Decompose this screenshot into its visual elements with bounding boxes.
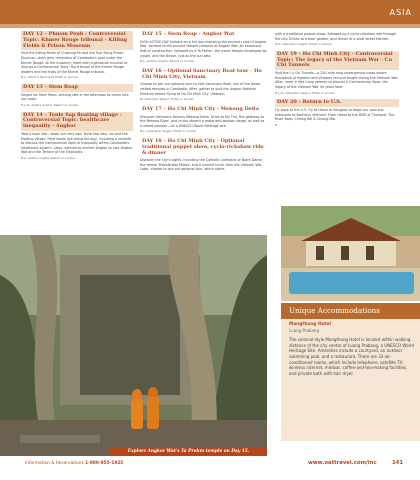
- accommodations-title: Unique Accommodations: [281, 303, 420, 319]
- meals-and-hotel: B—Sheraton Saigon Hotel or similar: [140, 97, 194, 102]
- temple-ruins-illustration: [0, 235, 267, 456]
- page-header-bar: [0, 0, 420, 28]
- day-heading: DAY 14 – Tonle Sap floating village - Controversial Topic: healthcare inequality - Angkor: [21, 112, 133, 131]
- footer-url[interactable]: www.oattravel.com/inc: [308, 460, 377, 466]
- itinerary-column-3: [275, 31, 399, 131]
- day-description: Discover Vietnam's famous Mekong Delta. Drive to My Tho, the gateway to the Mekong River, and cruise aboard a motorized wooden barge, as well as a rowed sampan—on a UNESCO-World Heritage site.: [140, 114, 265, 128]
- day-heading: DAY 17 – Ho Chi Minh City - Mekong Delta: [142, 105, 260, 112]
- day-heading: DAY 13 – Siem Reap: [21, 84, 133, 92]
- footer-info: [25, 461, 123, 466]
- hotel-location: Luang Prabang: [289, 327, 319, 333]
- day-description: Fly back to the U.S. Fly to Hanoi or Bangkok to begin our post-trip extension to Northern Vietnam: From Hanoi to the DMZ or Thailand: The River Kwai, Chiang Rai & Chiang Mai.: [275, 107, 395, 122]
- meals-and-hotel: B,L,D—Sokha Angkor Resort or similar: [21, 102, 79, 107]
- meals-and-hotel: B,L,D—Sheraton Saigon Hotel or similar: [275, 90, 335, 95]
- meals-and-hotel: B,L—Sheraton Saigon Hotel or similar: [140, 129, 197, 134]
- day-heading: DAY 18 – Ho Chi Minh City - Optional traditional puppet show, cyclo-rickshaw ride & dinner: [142, 137, 264, 156]
- day-description: HIGH ACTIVE DAY Embark on a full day exploring the ancient ruins of Angkor Wat. Venture to the ancient temple complex at Angkor Wat, an enormous feat of construction, followed by a Ta Prohm, the iconic temple enveloped by jungle, and the Bayon, just as the sun sets.: [140, 39, 267, 58]
- day-description: Visit the Cu Chi Tunnels—a 250-mile-long underground maze where thousands of fighters and villagers hid and fought during the Vietnam War. After, meet a Viet Cong veteran to discuss a Controversial Topic: the legacy of the Vietnam War 50 years later.: [275, 71, 399, 89]
- photo-caption: Explore Angkor Wat's Ta Prohm temple on Day 15.: [110, 447, 267, 456]
- meals-and-hotel: B,L—Phnom Penh Ritz Hotel or similar: [21, 75, 79, 80]
- meals-and-hotel: B,D—Sheraton Saigon Hotel or similar: [275, 42, 333, 47]
- itinerary-column-1: [21, 31, 133, 164]
- day-description: Take a boat ride—down our very own Tonle Sap lake—to visit the floating village. Here locals live along the way, including a midwife to discuss the Controversial Topic of inequality within Cambodia's healthcare system. Later, venture to ancient Angkor to visit Angkor Wat and the Terrace of the Elephants.: [21, 131, 133, 155]
- hotel-pool-photo: [281, 206, 420, 301]
- day-description: Discover the city's sights, including the Catholic Cathedral of Notre Dame, the former Presidential Palace, and a summit lunch from the Vietnam War. Later, choose to join our optional tour, which starts: [140, 158, 263, 172]
- hotel-illustration: [281, 206, 420, 301]
- itinerary-column-2: [140, 31, 267, 172]
- day-heading: DAY 19 – Ho Chi Minh City - Controversial Topic: The legacy of the Vietnam War - Cu Chi Tunnels: [275, 51, 399, 70]
- day-heading: DAY 15 – Siem Reap - Angkor Wat: [142, 31, 235, 37]
- day-description: Depart for Siem Reap, arriving late in the afternoon to check into our hotel.: [21, 92, 129, 102]
- meals-and-hotel: B,L—Sokha Angkor Resort or similar: [140, 59, 195, 64]
- header-stripe: [0, 24, 420, 28]
- meals-and-hotel: B,L—Sokha Angkor Resort or similar: [21, 155, 76, 160]
- footer-info-label: Information & Reservations: [25, 461, 84, 466]
- day-description: with a traditional puppet show, followed by a cyclo-rickshaw ride through the city. Drinks at a beer garden, and dinner at a local street kitchen.: [275, 32, 397, 41]
- day-heading: DAY 12 – Phnom Penh - Controversial Topic: Khmer Rouge tribunal - Killing Fields & Prison Museum: [21, 31, 133, 50]
- hotel-name: Mangthong Hotel: [289, 322, 331, 327]
- page-number: 141: [392, 460, 404, 466]
- footer-phone[interactable]: 1-800-955-1925: [85, 461, 124, 466]
- section-label: ASIA: [389, 8, 412, 17]
- day-heading: DAY 20 – Return to U.S.: [275, 99, 399, 107]
- day-heading: DAY 16 – Optional Sanctuary Boat tour - Ho Chi Minh City, Vietnam: [142, 67, 262, 80]
- day-description: Choose to join our optional tour to visit Sanctuary Boat, one of the lesser-visited temples in Cambodia. After, gather to visit the Angkor National Museum before flying to Ho Chi Minh City, Vietnam.: [140, 82, 262, 96]
- meals-and-hotel: B: [275, 122, 278, 127]
- day-description: Visit the Killing Fields of Choeung Ek and the Tuol Sleng Prison Museum—both grim reminders of Cambodia's past under the Khmer Rouge. At the museum, meet with a genocide survivor to discuss a Controversial Topic: the tribunal of the Khmer Rouge leaders and the trials of the Khmer Rouge tribunal.: [21, 51, 128, 74]
- unique-accommodations-box: [281, 303, 420, 441]
- hotel-description: The colonial-style Mangthong Hotel is located within walking distance of the city center of Luang Prabang, a UNESCO World Heritage Site. Amenities include a courtyard, an outdoor swimming pool, and a restaurant. There are 33 air-conditioned rooms, which include telephone, satellite TV, wireless internet, minibar, coffee-and-tea-making facilities, and private bath with hair dryer.: [289, 337, 414, 376]
- monks-temple-photo: [0, 235, 267, 456]
